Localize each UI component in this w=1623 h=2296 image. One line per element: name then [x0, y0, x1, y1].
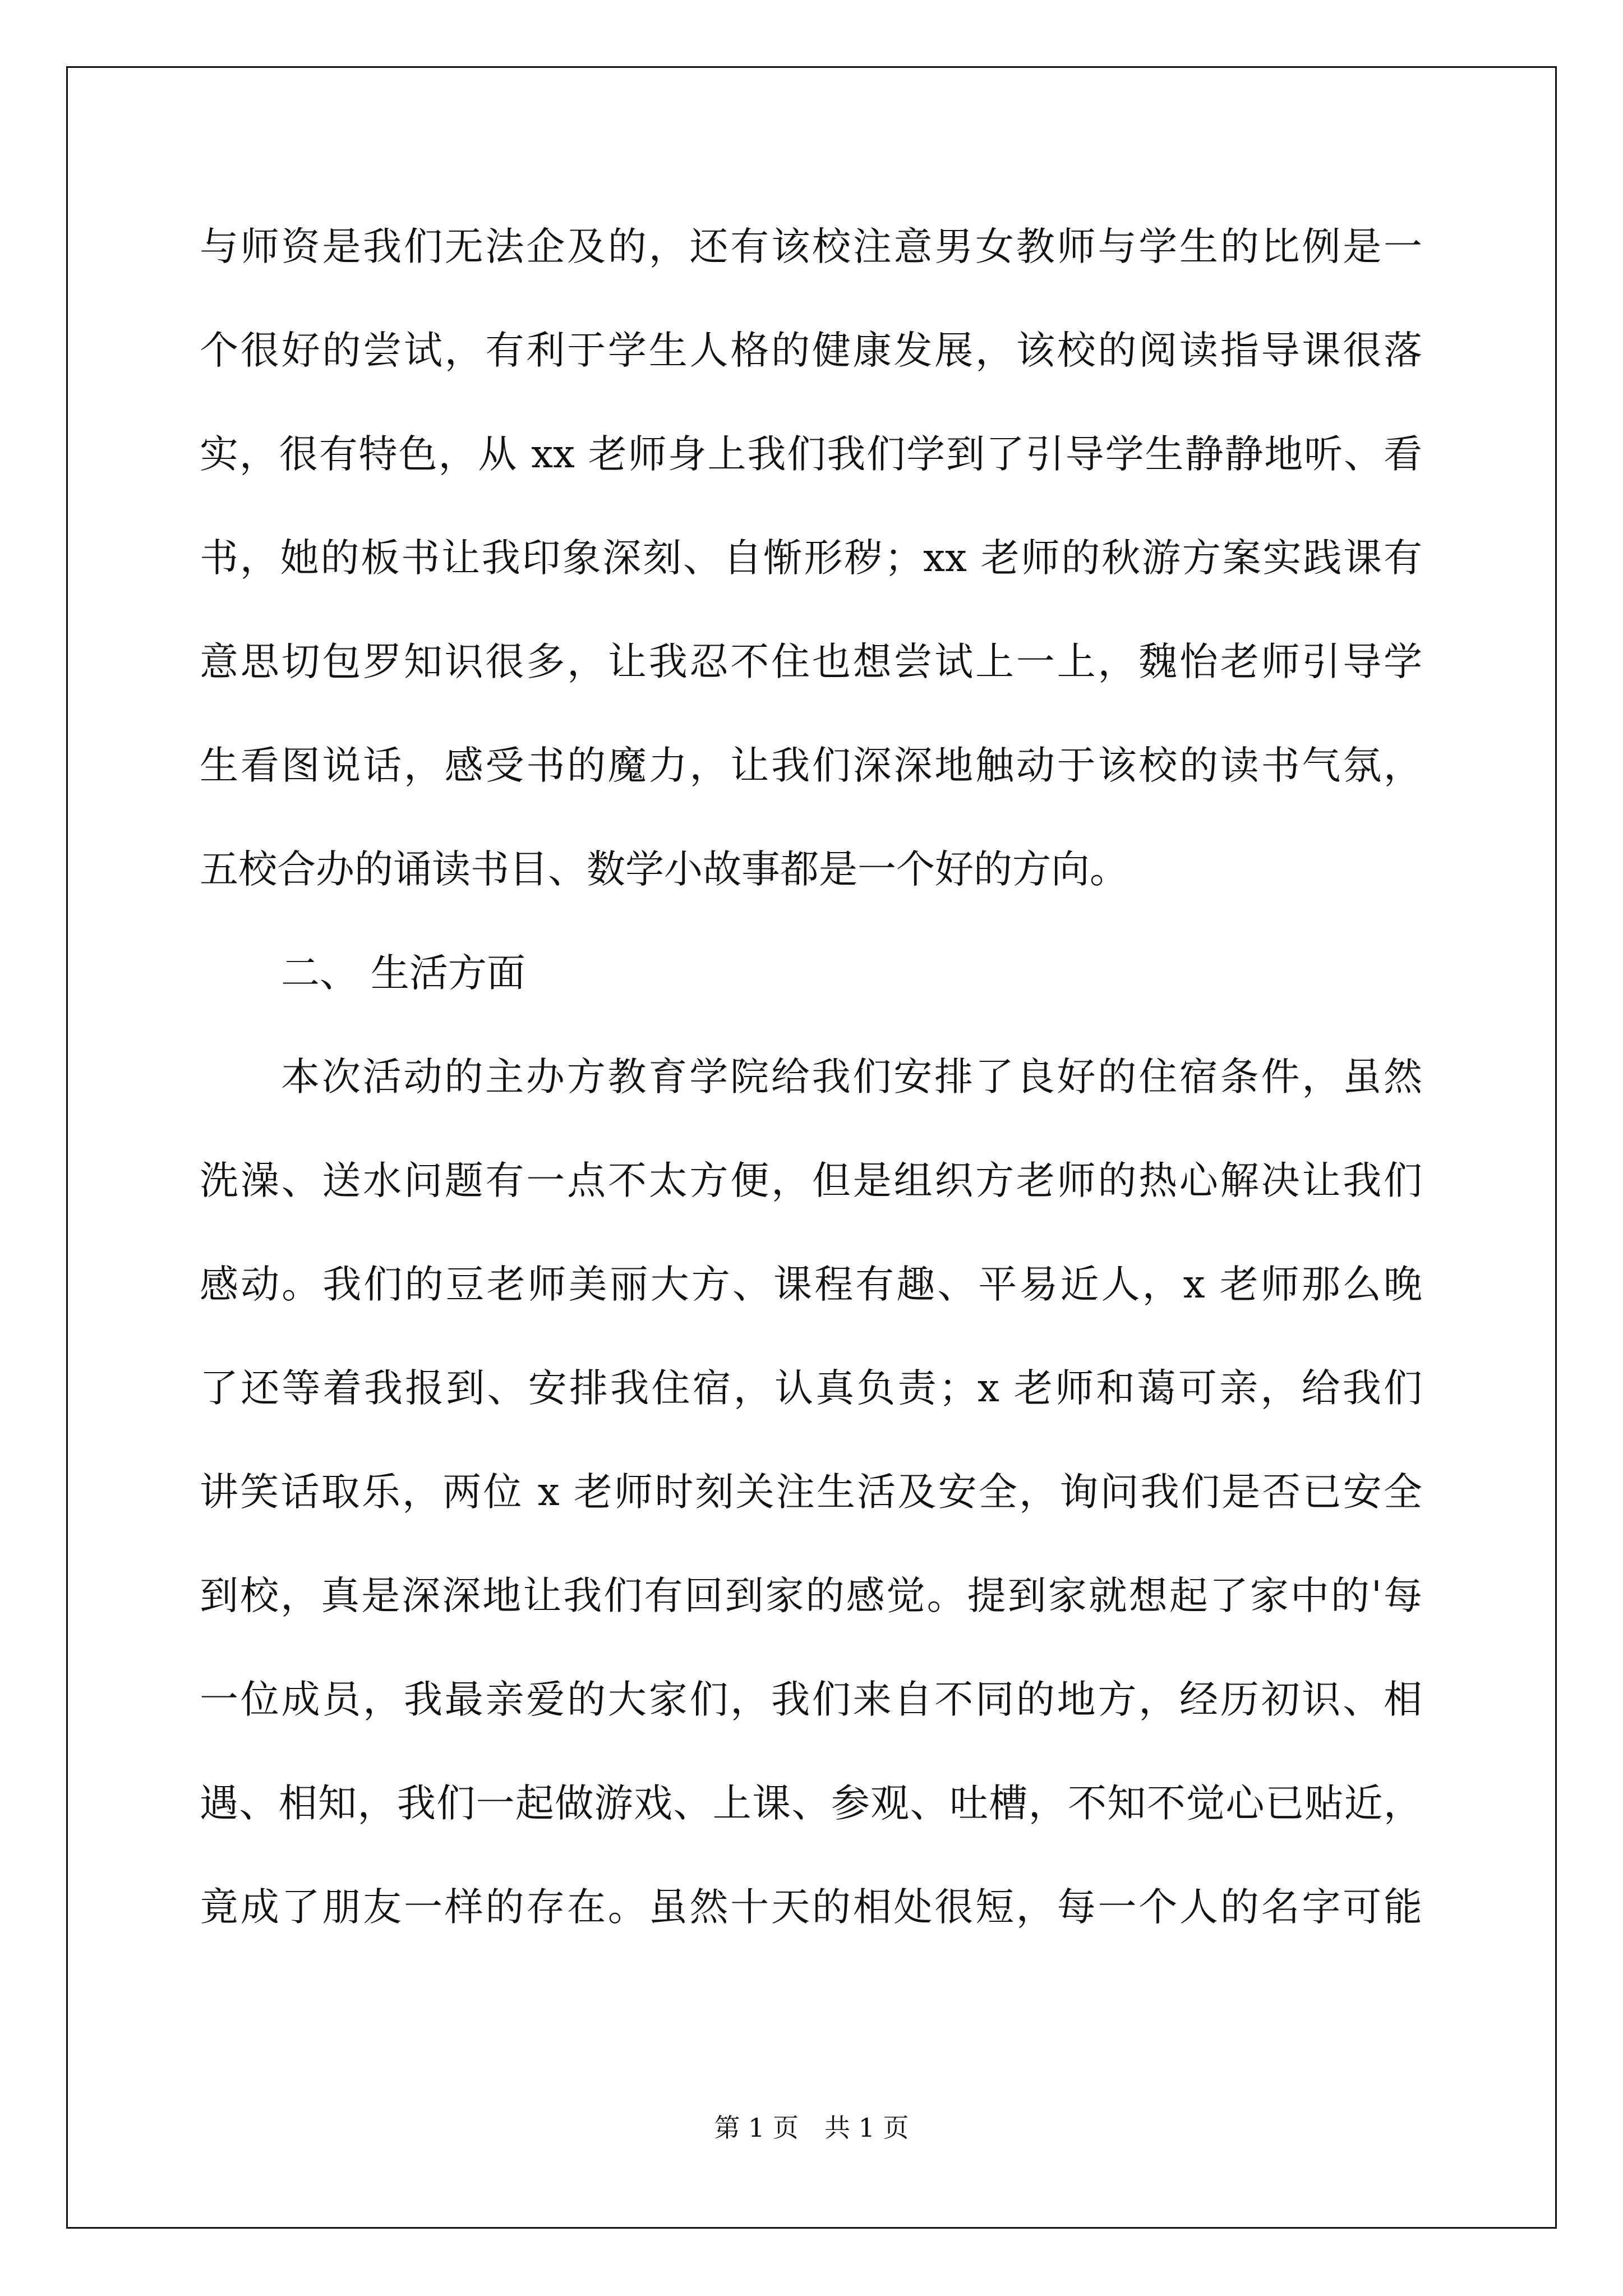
- text-line: 意思切包罗知识很多，让我忍不住也想尝试上一上，魏怡老师引导学: [200, 639, 1422, 684]
- text-line: 到校，真是深深地让我们有回到家的感觉。提到家就想起了家中的'每: [200, 1573, 1422, 1618]
- text-line: 感动。我们的豆老师美丽大方、课程有趣、平易近人，x 老师那么晚: [200, 1262, 1422, 1307]
- text-line: 了还等着我报到、安排我住宿，认真负责；x 老师和蔼可亲，给我们: [200, 1366, 1422, 1411]
- section-heading: 二、 生活方面: [281, 951, 525, 996]
- text-line: 遇、相知，我们一起做游戏、上课、参观、吐槽，不知不觉心已贴近，: [200, 1781, 1422, 1826]
- text-line: 五校合办的诵读书目、数学小故事都是一个好的方向。: [200, 847, 1128, 892]
- text-line: 个很好的尝试，有利于学生人格的健康发展，该校的阅读指导课很落: [200, 328, 1422, 373]
- text-line: 书，她的板书让我印象深刻、自惭形秽；xx 老师的秋游方案实践课有: [200, 536, 1422, 581]
- text-line: 洗澡、送水问题有一点不太方便，但是组织方老师的热心解决让我们: [200, 1158, 1422, 1203]
- text-line: 生看图说话，感受书的魔力，让我们深深地触动于该校的读书气氛，: [200, 743, 1422, 788]
- text-line: 讲笑话取乐，两位 x 老师时刻关注生活及安全，询问我们是否已安全: [200, 1470, 1422, 1515]
- text-line: 本次活动的主办方教育学院给我们安排了良好的住宿条件，虽然: [281, 1055, 1422, 1099]
- text-line: 与师资是我们无法企及的，还有该校注意男女教师与学生的比例是一: [200, 224, 1422, 269]
- text-line: 实，很有特色，从 xx 老师身上我们我们学到了引导学生静静地听、看: [200, 432, 1422, 477]
- document-body: [200, 213, 1422, 2064]
- text-line: 一位成员，我最亲爱的大家们，我们来自不同的地方，经历初识、相: [200, 1677, 1422, 1722]
- text-line: 竟成了朋友一样的存在。虽然十天的相处很短，每一个人的名字可能: [200, 1885, 1422, 1930]
- page-number-footer: 第 1 页 共 1 页: [714, 2113, 909, 2143]
